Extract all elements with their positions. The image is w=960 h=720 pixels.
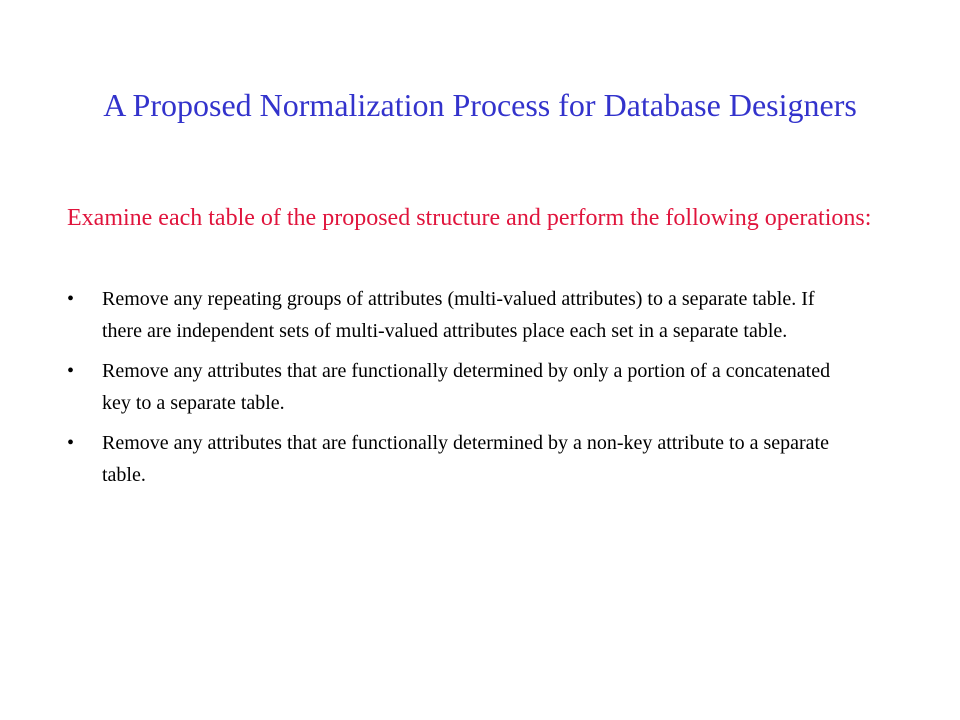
- intro-text: Examine each table of the proposed structure and perform the following operations:: [67, 205, 872, 231]
- bullet-item-non-key: [67, 427, 847, 491]
- bullet-item-repeating-groups: [67, 283, 847, 347]
- bullet-icon: •: [67, 360, 75, 382]
- bullet-item-partial-key: [67, 355, 847, 419]
- bullet-icon: •: [67, 432, 75, 454]
- bullet-text: Remove any repeating groups of attributes (multi-valued attributes) to a separate table. If there are independent sets of multi-valued attributes place each set in a separate table.: [102, 288, 815, 342]
- slide-title: A Proposed Normalization Process for Database Designers: [103, 87, 857, 123]
- bullet-icon: •: [67, 288, 75, 310]
- bullet-text: Remove any attributes that are functionally determined by a non-key attribute to a separate table.: [102, 432, 829, 486]
- bullet-text: Remove any attributes that are functionally determined by only a portion of a concatenated key to a separate table.: [102, 360, 831, 414]
- bullet-list: [67, 283, 847, 499]
